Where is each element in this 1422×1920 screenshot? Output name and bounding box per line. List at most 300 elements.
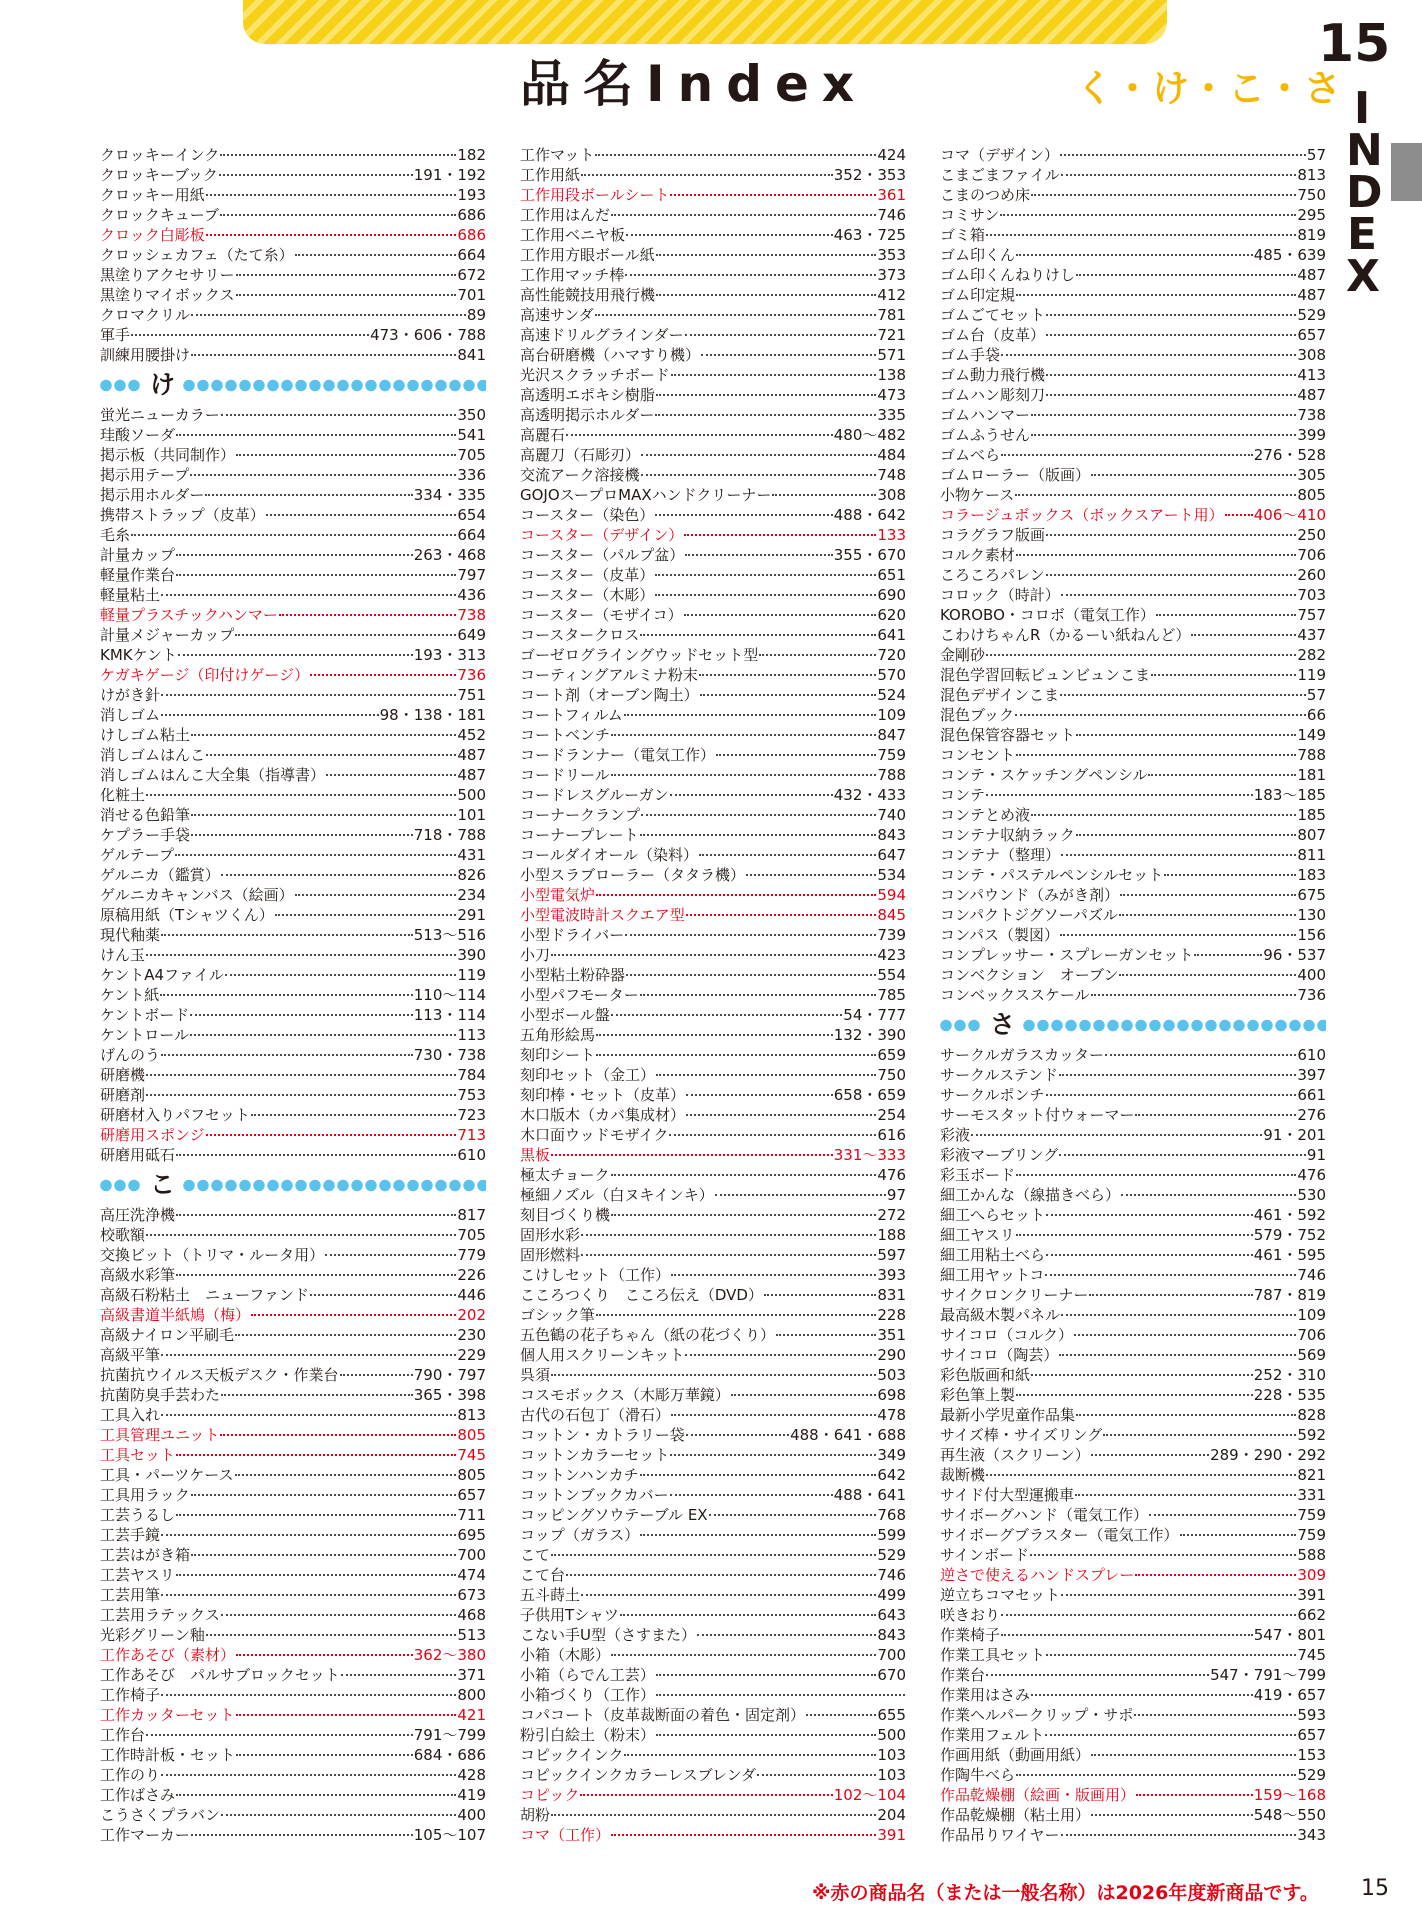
product-name: 五斗蒔土 [520,1586,581,1604]
page-ref: 487 [1297,266,1326,284]
product-name: 細工かんな（線描きべら） [940,1186,1121,1204]
index-entry [520,505,906,525]
product-name: 高透明エポキシ樹脂 [520,386,655,404]
page-ref: 183〜185 [1253,786,1326,804]
index-entry [520,625,906,645]
page-ref: 400 [1297,966,1326,984]
page-ref: 711 [457,1506,486,1524]
product-name: 小型パフモーター [520,986,639,1004]
index-entry [100,1225,486,1245]
index-entry [520,185,906,205]
dot-leader [191,1494,457,1496]
page-ref: 488・642 [833,506,906,524]
page-ref: 432・433 [833,786,906,804]
dot-leader [686,914,877,916]
index-entry [520,1165,906,1185]
dot-leader [1001,1614,1296,1616]
index-entry [100,1325,486,1345]
product-name: コットンカラーセット [520,1446,670,1464]
dot-leader [251,1114,457,1116]
index-entry [520,1145,906,1165]
index-entry [940,645,1326,665]
dot-leader [146,954,456,956]
page-ref: 183 [1297,866,1326,884]
dot-leader [670,194,876,196]
product-name: 高速ドリルグラインダー [520,326,684,344]
dot-leader [1016,1234,1253,1236]
dot-leader [275,914,456,916]
page-ref: 788 [1297,746,1326,764]
index-entry [940,1545,1326,1565]
index-entry [100,1605,486,1625]
dot-leader [1119,974,1296,976]
product-name: 工具管理ユニット [100,1426,220,1444]
dot-leader [1015,714,1306,716]
page-ref: 478 [877,1406,906,1424]
dot-leader [1075,1494,1296,1496]
product-name: 抗菌抗ウイルス天板デスク・作業台 [100,1366,339,1384]
index-entry [520,425,906,445]
index-entry [940,445,1326,465]
product-name: ゴム手袋 [940,346,1001,364]
page-ref: 488・641 [833,1486,906,1504]
dot-leader [772,494,876,496]
page-ref: 461・595 [1253,1246,1326,1264]
index-entry [520,1485,906,1505]
product-name: ゴム印くんねりけし [940,266,1076,284]
index-entry [100,1245,486,1265]
page-ref: 436 [457,586,486,604]
product-name: 工作のり [100,1766,161,1784]
page-ref: 485・639 [1253,246,1326,264]
product-name: 軍手 [100,326,131,344]
product-name: 個人用スクリーンキット [520,1346,685,1364]
page-ref: 675 [1297,886,1326,904]
dot-leader [716,754,876,756]
page-ref: 182 [457,146,486,164]
page-ref: 706 [1297,1326,1326,1344]
product-name: サイボーグブラスター（電気工作） [940,1526,1179,1544]
product-name: コンテ [940,786,986,804]
index-entry [520,245,906,265]
product-name: 訓練用腰掛け [100,346,191,364]
product-name: ゴミ箱 [940,226,986,244]
dot-leader [235,1334,456,1336]
page-ref: 204 [877,1806,906,1824]
page-ref: 487 [457,766,486,784]
page-ref: 529 [877,1546,906,1564]
dot-leader [685,1354,876,1356]
dot-leader [581,1234,876,1236]
dot-leader [236,1714,457,1716]
product-name: コンセント [940,746,1016,764]
dot-leader [190,1034,456,1036]
dot-leader [1016,1174,1296,1176]
product-name: 作陶牛べら [940,1766,1016,1784]
dot-leader [1136,1794,1253,1796]
page-ref: 103 [877,1766,906,1784]
dot-leader [1074,1334,1296,1336]
product-name: 光沢スクラッチボード [520,366,670,384]
product-name: 珪酸ソーダ [100,426,176,444]
dot-leader [1180,1534,1297,1536]
product-name: こまごまファイル [940,166,1060,184]
index-entry [940,305,1326,325]
page-ref: 91 [1306,1146,1326,1164]
product-name: 五角形絵馬 [520,1026,596,1044]
dot-leader [566,1574,876,1576]
product-name: コンパクトジグソーパズル [940,906,1118,924]
index-entry [940,785,1326,805]
product-name: 研磨機 [100,1066,146,1084]
page-ref: 698 [877,1386,906,1404]
product-name: 逆さで使えるハンドスプレー [940,1566,1135,1584]
page-ref: 57 [1306,146,1326,164]
index-entry [940,1645,1326,1665]
index-entry [520,265,906,285]
index-entry [100,245,486,265]
dot-leader [596,1034,833,1036]
index-entry [940,945,1326,965]
product-name: コンテとめ液 [940,806,1031,824]
dot-leader [176,1514,456,1516]
page-ref: 787・819 [1253,1286,1326,1304]
index-entry [940,725,1326,745]
index-entry [520,965,906,985]
page-ref: 610 [457,1146,486,1164]
dot-leader [611,774,877,776]
dot-leader [160,994,412,996]
index-entry [940,1465,1326,1485]
product-name: 軽量作業台 [100,566,176,584]
product-name: ゴムふうせん [940,426,1031,444]
product-name: 抗菌防臭手芸わた [100,1386,221,1404]
page-ref: 391 [877,1826,906,1844]
dot-leader [131,534,456,536]
index-entry [940,1685,1326,1705]
index-entry [940,1105,1326,1125]
dot-leader [1121,1194,1296,1196]
vertical-letter: I [1353,83,1371,134]
product-name: 小箱づくり（工作） [520,1686,656,1704]
dot-leader [1060,934,1296,936]
page-ref: 657 [1297,1726,1326,1744]
page-ref: 461・592 [1253,1206,1326,1224]
dot-leader [1061,854,1296,856]
index-entry [100,1265,486,1285]
dot-leader [206,194,457,196]
page-ref: 361 [877,186,906,204]
dot-leader [971,1134,1262,1136]
dot-leader [236,274,457,276]
index-entry [520,485,906,505]
index-entry [520,145,906,165]
dot-leader [669,1134,876,1136]
page-ref: 309 [1297,1566,1326,1584]
dot-leader [1076,734,1296,736]
page-ref: 642 [877,1466,906,1484]
dot-leader [1061,1834,1297,1836]
product-name: ゴムごてセット [940,306,1046,324]
product-name: 黒板 [520,1146,551,1164]
dot-leader [176,1454,456,1456]
product-name: コロック（時計） [940,586,1060,604]
dot-leader [684,614,877,616]
page-ref: 428 [457,1766,486,1784]
index-entry [940,985,1326,1005]
page-ref: 191・192 [413,166,486,184]
dot-leader [236,1654,413,1656]
index-entry [100,205,486,225]
dot-leader [641,454,876,456]
dot-leader [235,1474,457,1476]
dot-leader [1060,694,1306,696]
index-entry [940,825,1326,845]
product-name: コンプレッサー・スプレーガンセット [940,946,1194,964]
dot-leader [701,354,876,356]
page-ref: 513 [457,1626,486,1644]
index-entry [940,545,1326,565]
dot-leader [1031,1694,1253,1696]
index-entry [940,845,1326,865]
index-entry [940,165,1326,185]
product-name: 消しゴム [100,706,161,724]
page-ref: 91・201 [1263,1126,1326,1144]
page-ref: 362〜380 [413,1646,486,1664]
dot-leader [581,1254,876,1256]
index-entry [520,665,906,685]
index-entry [100,645,486,665]
index-entry [520,1665,906,1685]
product-name: コラージュボックス（ボックスアート用） [940,506,1224,524]
dot-leader [1135,1574,1296,1576]
dot-leader [1194,954,1262,956]
page-ref: 263・468 [413,546,486,564]
dot-leader [191,1834,413,1836]
page-ref: 713 [457,1126,486,1144]
index-entry [100,185,486,205]
index-entry [100,1705,486,1725]
dot-leader [671,1274,876,1276]
page-ref: 193・313 [413,646,486,664]
index-entry [940,1425,1326,1445]
index-entry [520,1465,906,1485]
product-name: 極細ノズル（白ヌキインキ） [520,1186,714,1204]
product-name: 研磨材入りパフセット [100,1106,250,1124]
dot-leader [566,434,833,436]
index-entry [940,805,1326,825]
product-name: 固形燃料 [520,1246,581,1264]
index-entry [520,1725,906,1745]
product-name: 校歌額 [100,1226,146,1244]
index-entry [940,1625,1326,1645]
page-ref: 745 [457,1446,486,1464]
index-entry [100,1525,486,1545]
product-name: サークルステンド [940,1066,1059,1084]
page-ref: 188 [877,1226,906,1244]
index-entry [520,1265,906,1285]
index-entry [100,1645,486,1665]
dotted-line-decoration [940,1019,982,1032]
product-name: コートフィルム [520,706,623,724]
product-name: 作画用紙（動画用紙） [940,1746,1091,1764]
dot-leader [190,474,456,476]
page-ref: 651 [877,566,906,584]
page-ref: 547・791〜799 [1210,1666,1326,1684]
product-name: コンテ・スケッチングペンシル [940,766,1148,784]
page-ref: 419・657 [1253,1686,1326,1704]
page-ref: 643 [877,1606,906,1624]
index-entry [940,705,1326,725]
dot-leader [1046,1654,1296,1656]
product-name: 刻印棒・セット（皮革） [520,1086,686,1104]
product-name: 工作マーカー [100,1826,190,1844]
product-name: サイズ棒・サイズリング [940,1426,1103,1444]
product-name: 掲示板（共同制作） [100,446,236,464]
section-edge-tab [1391,143,1422,201]
product-name: 作業ヘルパークリップ・サポ [940,1706,1134,1724]
product-name: 再生液（スクリーン） [940,1446,1090,1464]
dot-leader [551,1554,876,1556]
page-ref: 530 [1297,1186,1326,1204]
page-ref: 473・606・788 [370,326,486,344]
index-entry [100,445,486,465]
product-name: 研磨用スポンジ [100,1126,205,1144]
index-entry [940,1745,1326,1765]
product-name: 高級書道半紙鳩（梅） [100,1306,251,1324]
page-ref: 831 [877,1286,906,1304]
page-ref: 616 [877,1126,906,1144]
product-name: 作業椅子 [940,1626,1001,1644]
index-entry [520,1065,906,1085]
dot-leader [1001,1634,1253,1636]
product-name: こて [520,1546,551,1564]
product-name: クロック白彫板 [100,226,205,244]
product-name: 黒塗りアクセサリー [100,266,235,284]
page-ref: 784 [457,1066,486,1084]
page-ref: 102〜104 [833,1786,906,1804]
dot-leader [1031,414,1296,416]
dot-leader [655,594,876,596]
dot-leader [700,694,877,696]
index-entry [100,1105,486,1125]
product-name: ゴムべら [940,446,1001,464]
dot-leader [161,1774,456,1776]
product-name: コスモボックス（木彫万華鏡） [520,1386,730,1404]
product-name: コップ（ガラス） [520,1526,640,1544]
index-entry [940,465,1326,485]
index-entry [940,1725,1326,1745]
index-entry [940,1565,1326,1585]
dot-leader [1091,1454,1209,1456]
page-ref: 503 [877,1366,906,1384]
dot-leader [266,514,457,516]
page-ref: 571 [877,346,906,364]
product-name: コマ（デザイン） [940,146,1059,164]
dot-leader [161,1414,456,1416]
page-ref: 813 [1297,166,1326,184]
page-ref: 658・659 [833,1086,906,1104]
page-ref: 686 [457,206,486,224]
index-entry [100,1445,486,1465]
dot-leader [640,834,877,836]
page-ref: 476 [877,1166,906,1184]
dot-leader [340,1374,413,1376]
dot-leader [624,714,877,716]
dot-leader [986,1674,1209,1676]
page-ref: 779 [457,1246,486,1264]
product-name: 工作台 [100,1726,146,1744]
dot-leader [325,1254,456,1256]
page-ref: 738 [1297,406,1326,424]
page-ref: 570 [877,666,906,684]
index-entry [520,345,906,365]
page-ref: 620 [877,606,906,624]
dot-leader [640,634,876,636]
product-name: 最新小学児童作品集 [940,1406,1076,1424]
dotted-line-decoration [1023,1019,1326,1032]
index-entry [940,1705,1326,1725]
page-ref: 700 [457,1546,486,1564]
product-name: けん玉 [100,946,146,964]
index-entry [100,585,486,605]
product-name: サイコロ（陶芸） [940,1346,1059,1364]
dot-leader [656,394,877,396]
product-name: ケントA4ファイル [100,966,224,984]
page-ref: 686 [457,226,486,244]
page-ref: 234 [457,886,486,904]
dot-leader [176,1794,456,1796]
page-ref: 130 [1297,906,1326,924]
product-name: 高麗刀（石彫刃） [520,446,641,464]
page-ref: 305 [1297,466,1326,484]
product-name: 交流アーク溶接機 [520,466,640,484]
product-name: 木口面ウッドモザイク [520,1126,669,1144]
dot-leader [191,314,466,316]
dot-leader [656,1074,876,1076]
product-name: コーナープレート [520,826,639,844]
page-ref: 149 [1297,726,1326,744]
index-entry [100,165,486,185]
page-ref: 641 [877,626,906,644]
page-ref: 110〜114 [413,986,486,1004]
page-ref: 487 [1297,286,1326,304]
page-ref: 474 [457,1566,486,1584]
page-ref: 805 [457,1466,486,1484]
product-name: クロッキー用紙 [100,186,205,204]
page-ref: 406〜410 [1253,506,1326,524]
dot-leader [236,454,456,456]
dot-leader [1016,1394,1253,1396]
product-name: ケプラー手袋 [100,826,191,844]
page-ref: 334・335 [413,486,486,504]
page-ref: 610 [1297,1046,1326,1064]
index-entry [520,225,906,245]
product-name: クロッキーブック [100,166,218,184]
dot-leader [1061,1594,1296,1596]
page-ref: 647 [877,846,906,864]
dot-leader [1031,814,1296,816]
page-ref: 736 [457,666,486,684]
product-name: 工芸用筆 [100,1586,161,1604]
product-name: 毛糸 [100,526,131,544]
page-title: 品名Index [520,55,868,113]
index-entry [940,245,1326,265]
index-entry [100,1685,486,1705]
page-ref: 295 [1297,206,1326,224]
index-entry [100,1205,486,1225]
index-entry [940,525,1326,545]
